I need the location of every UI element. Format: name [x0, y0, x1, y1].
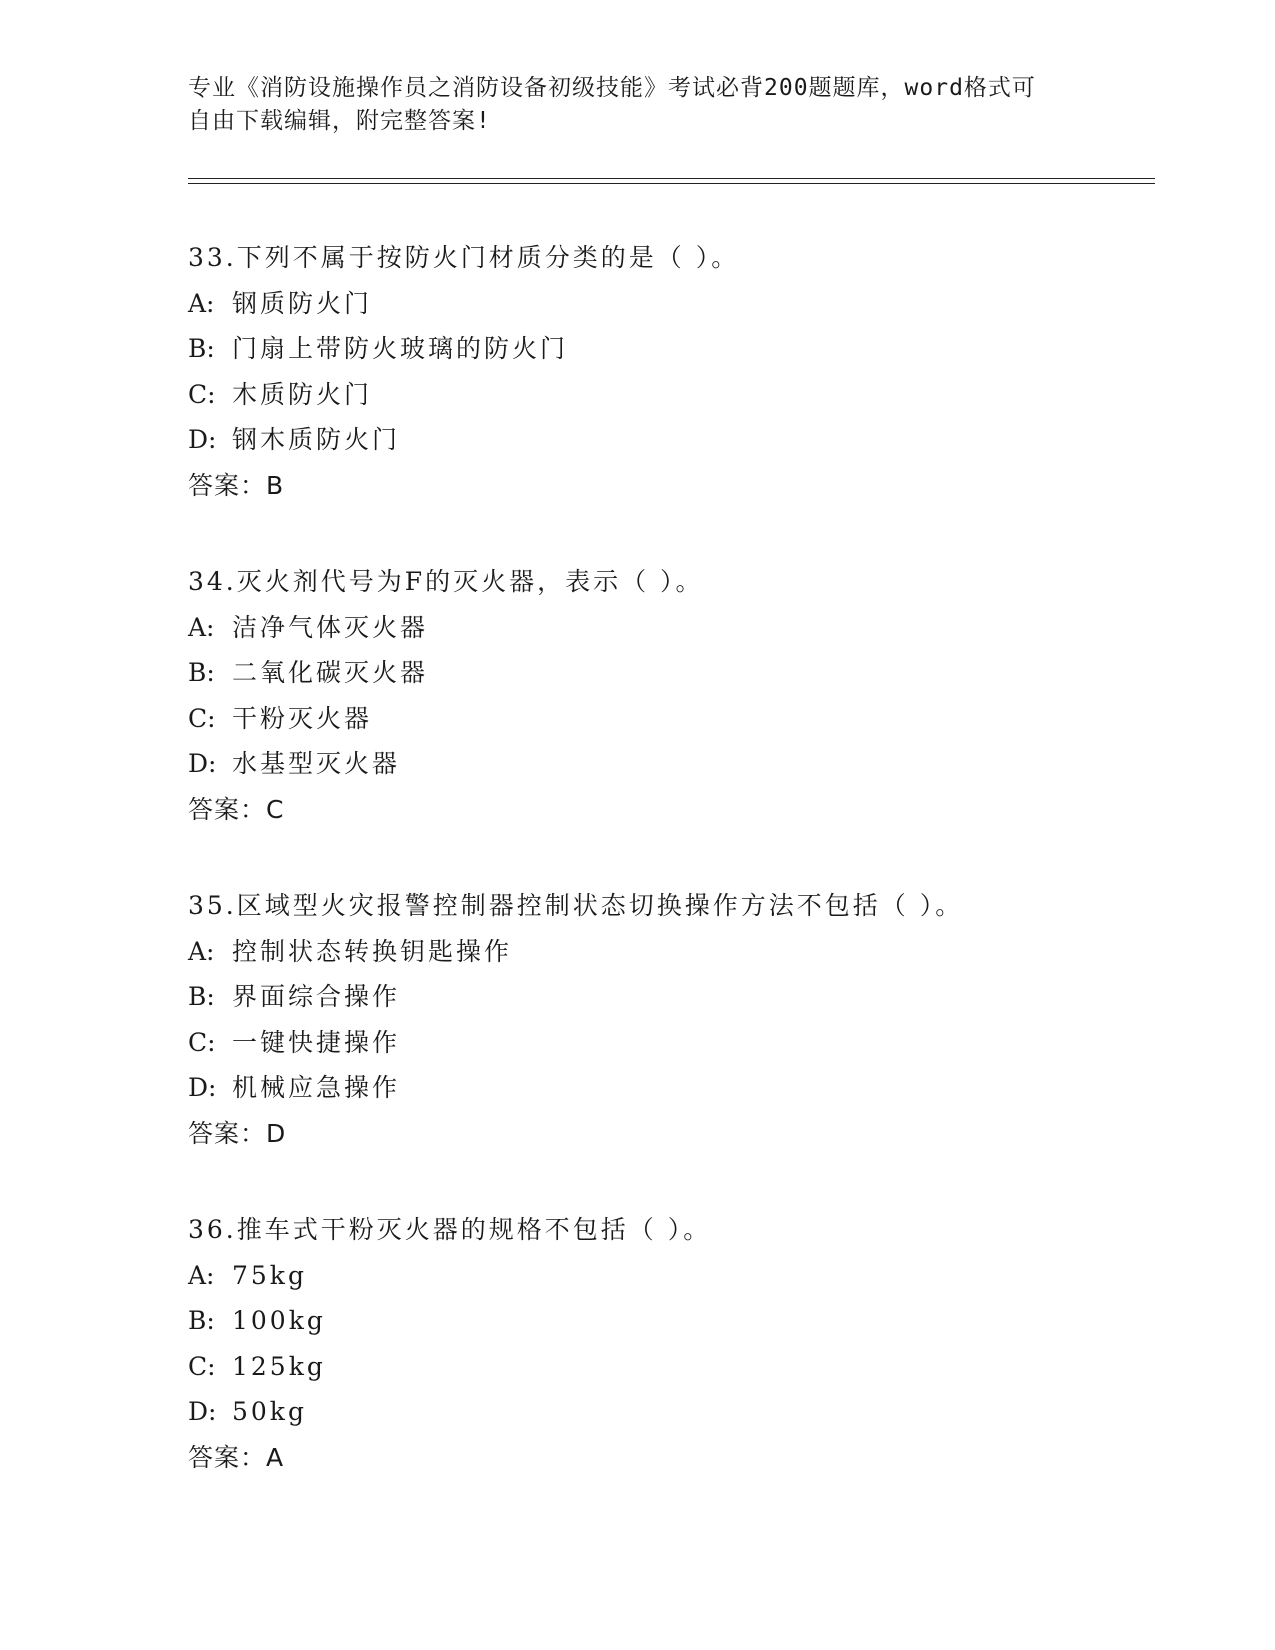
option-text: 二氧化碳灭火器	[232, 658, 429, 687]
option-label: C:	[188, 1027, 216, 1057]
option-text: 125kg	[232, 1351, 326, 1381]
option-label: B:	[188, 982, 215, 1011]
option-text: 100kg	[232, 1306, 326, 1335]
option-text: 钢木质防火门	[232, 425, 401, 454]
option-a	[188, 281, 1148, 327]
option-label: D:	[188, 1397, 217, 1426]
answer-line: 答案：B	[188, 470, 285, 500]
option-text: 洁净气体灭火器	[232, 612, 429, 642]
option-text: 木质防火门	[232, 379, 373, 409]
option-d	[188, 1065, 1148, 1111]
option-c	[188, 372, 1148, 418]
option-d	[188, 417, 1148, 463]
header-line-2: 自由下载编辑，附完整答案!	[188, 108, 491, 134]
question-stem: 35.区域型火灾报警控制器控制状态切换操作方法不包括（ ）。	[188, 891, 964, 920]
question-33	[188, 235, 1148, 508]
option-label: A:	[188, 1260, 215, 1290]
option-text: 水基型灭火器	[232, 749, 401, 778]
option-text: 控制状态转换钥匙操作	[232, 936, 513, 966]
question-list	[188, 235, 1148, 1531]
question-stem: 36.推车式干粉灭火器的规格不包括（ ）。	[188, 1215, 712, 1244]
option-label: D:	[188, 1073, 217, 1102]
option-c	[188, 1020, 1148, 1066]
option-a	[188, 1253, 1148, 1299]
option-label: B:	[188, 658, 215, 687]
document-header	[188, 72, 1088, 138]
question-35	[188, 883, 1148, 1156]
option-d	[188, 1389, 1148, 1435]
option-label: A:	[188, 612, 215, 642]
option-text: 50kg	[232, 1397, 307, 1426]
option-label: A:	[188, 288, 215, 318]
option-d	[188, 741, 1148, 787]
option-a	[188, 605, 1148, 651]
option-c	[188, 696, 1148, 742]
option-label: D:	[188, 749, 217, 778]
option-b	[188, 650, 1148, 696]
option-text: 一键快捷操作	[232, 1027, 401, 1057]
option-text: 钢质防火门	[232, 288, 373, 318]
option-text: 75kg	[232, 1260, 307, 1290]
option-label: B:	[188, 334, 215, 363]
question-stem: 33.下列不属于按防火门材质分类的是（ ）。	[188, 243, 740, 272]
option-b	[188, 974, 1148, 1020]
option-label: B:	[188, 1306, 215, 1335]
option-c	[188, 1344, 1148, 1390]
option-a	[188, 929, 1148, 975]
option-label: C:	[188, 1351, 216, 1381]
header-divider-bottom	[188, 183, 1155, 184]
option-text: 干粉灭火器	[232, 703, 373, 733]
option-b	[188, 326, 1148, 372]
answer-line: 答案：A	[188, 1442, 285, 1472]
option-text: 界面综合操作	[232, 982, 401, 1011]
option-label: D:	[188, 425, 217, 454]
header-divider-top	[188, 178, 1155, 179]
option-b	[188, 1298, 1148, 1344]
question-stem: 34.灭火剂代号为F的灭火器，表示（ ）。	[188, 567, 704, 596]
question-36	[188, 1207, 1148, 1480]
header-line-1: 专业《消防设施操作员之消防设备初级技能》考试必背200题题库，word格式可	[188, 75, 1036, 101]
question-34	[188, 559, 1148, 832]
option-text: 机械应急操作	[232, 1073, 401, 1102]
option-text: 门扇上带防火玻璃的防火门	[232, 334, 569, 363]
option-label: A:	[188, 936, 215, 966]
answer-line: 答案：C	[188, 794, 285, 824]
option-label: C:	[188, 703, 216, 733]
option-label: C:	[188, 379, 216, 409]
answer-line: 答案：D	[188, 1118, 287, 1148]
